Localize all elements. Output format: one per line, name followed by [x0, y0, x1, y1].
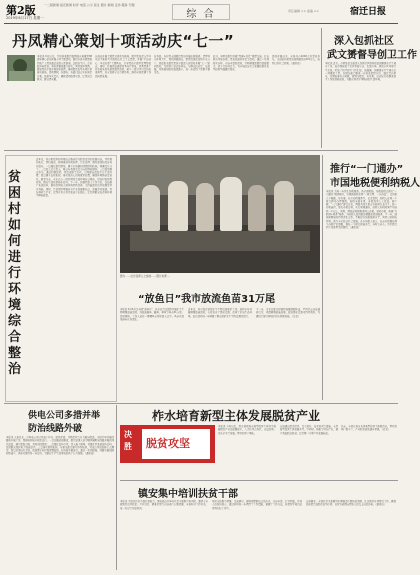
power-title-2: 防治线路外破 — [28, 424, 83, 434]
cadre-title: 镇安集中培训扶贫干部 — [138, 489, 238, 500]
poverty-badge — [120, 425, 215, 463]
masthead — [0, 0, 402, 24]
vertical-title-char: 合 — [8, 330, 22, 345]
section-rule-2 — [4, 403, 398, 404]
photo-caption: 图为……社会各界人士参加……图片来源 … — [120, 275, 171, 278]
tax-title-2: 市国地税便利纳税人 — [330, 178, 420, 189]
vertical-title-char: 治 — [8, 362, 22, 377]
lead-body-2: 该县以开展主题党日活动为载体，组织党员深入学习习近平新时代中国特色社会主义思想，开展“不忘初心、牢记使命”主题教育，引导党员干部坚定理想信念。同时，开展评选表彰优秀共产党员、优秀党务工作者和先进基层党组织活动，树立一批可学可比的先进典型，充分发挥示范引领作用，推动全县党建工作高质量发展。 — [95, 55, 151, 78]
vertical-title-char: 行 — [8, 266, 22, 281]
section-rule-3 — [120, 480, 398, 481]
green-body-2: 该县通过政策扶持、资金奖补、技术培训等措施，支持新型经营主体发展木耳、中药材、核桃等特色产业，建立利益联结机制，让贫困户分享产业发展收益。 — [280, 425, 338, 435]
group-photo — [120, 155, 320, 273]
power-title-1: 供电公司多措并举 — [28, 411, 101, 421]
right-top-title-1: 深入包抓社区 — [334, 36, 394, 47]
badge-small-1: 决 — [124, 430, 132, 439]
nav-strip: 一二版新闻·宿迁新闻 时评 电话·公示 民生 图片·新闻 走访·服务 专题 — [44, 3, 135, 7]
fish-body-3: 下一步，市农业部门将继续加强渔政执法，严厉打击非法捕捞行为，巩固增殖放流成果，促进渔业资源可持续利用，为建设美丽宜居城市作出积极贡献。（记者） — [256, 308, 320, 318]
vertical-title-char: 困 — [8, 186, 22, 201]
vertical-title-char: 进 — [8, 250, 22, 265]
badge-small-2: 胜 — [124, 442, 132, 451]
column-rule-top-right — [321, 28, 322, 148]
right-top-title-2: 武文赟督导创卫工作 — [327, 50, 417, 61]
lead-body-1: 本报讯 6月以来，丹凤县委组织部围绕庆祝建党98周年精心策划开展十项主题活动，组织全县各级党组织和广大党员通过重温入党誓词、过政治生日、走访慰问老党员、举办党课竞赛等形式，营造浓厚氛围，激发党员干部干事创业热情，推动脱贫攻坚各项任务落实落地。活动期间，各镇办、各部门结合实际制定方案，层层压实责任，确保活动取得实效，让党员受教育、群众得实惠。 — [37, 55, 92, 82]
green-title: 柞水培育新型主体发展脱贫产业 — [152, 409, 321, 423]
vertical-title-char: 整 — [8, 346, 22, 361]
tax-body: 本报讯 为进一步优化纳税服务，我市国税局、地税局联合推行“一门通办”服务模式，实现国地税业务“一窗受理、一次办结”，让纳税人少跑路、好办事。在市办税服务厅，记者看到，纳税人在同一个窗口即可办理国税、地税全部业务，办税效率大大提高。据了解，“一门通办”推行以来，两局共设立联合办税窗口若干个，统一办税流程，简化办税资料，实行同城通办，纳税人办税时间平均缩短一半以上。同时，两局还积极推进网上办税、移动办税，拓展“互联网+税务”服务，为纳税人提供更加便捷高效的服务。下一步，国地税两局将持续深化合作，不断提升纳税服务水平，营造良好税收环境，助力全市经济社会发展。许多纳税人表示，以前办税要在两个办税厅来回跑，现在一个窗口就能办完，省时又省心，真正感受到了改革带来的便利。（通讯员） — [326, 190, 397, 230]
section-title: 综 合 — [186, 9, 216, 20]
section-rule-1 — [4, 150, 398, 151]
masthead-rule — [4, 23, 398, 24]
tax-title-1: 推行“一门通办” — [330, 164, 404, 175]
lead-photo — [7, 55, 35, 81]
vertical-title-char: 如 — [8, 218, 22, 233]
fish-body-2: 近年来，我市高度重视水生生物资源养护工作，连续多年开展增殖放流活动，有效补充了渔业资源，改善了水域生态环境。此次活动进一步增强了群众保护水生生物资源的意识。 — [188, 308, 252, 318]
vertical-title-char: 村 — [8, 202, 22, 217]
editor-line: 责任编辑 ×× 美编 ×× — [288, 9, 319, 13]
vertical-title-char: 境 — [8, 298, 22, 313]
fish-title: “放鱼日”我市放流鱼苗31万尾 — [138, 294, 276, 305]
paper-name: 宿迁日报 — [350, 7, 387, 17]
lead-body-5: 活动开展以来，全县共有2000余名党员参与，走访慰问老党员和困难党员300余人，收到良好社会效果。（通讯员） — [272, 55, 320, 65]
column-rule-mid-right — [322, 155, 323, 400]
green-body-1: 本报讯 今年以来，柞水县把培育新型经营主体作为发展脱贫产业的重要抓手，大力扶持合作社、家庭农场、龙头企业等发展，带动贫困户增收。 — [218, 425, 276, 435]
right-top-body: 本报讯 近日，市领导武文赟深入包抓社区督导检查创建国家卫生城市工作。他详细察看了社区背街小巷、农贸市场、居民小区环境卫生状况，听取了社区创卫工作汇报。他强调，创建国家卫生城市是一项惠民工程，各级各部门要进一步提高思想认识，强化责任担当，对照标准补齐短板，做到全覆盖、无死角，以实际行动推进创卫工作取得新成效，为群众营造干净整洁的生活环境。 — [325, 62, 396, 82]
vertical-title — [8, 170, 24, 378]
lead-body-4: 此外，县里还组织开展“党建+扶贫”观摩交流、红色教育基地参观、党员先锋岗评比等活动，通过一系列形式多样、内容丰富的活动，不断增强党组织的凝聚力、战斗力和号召力，为全县经济社会发展和脱贫攻坚提供坚强组织保证。 — [213, 55, 269, 72]
vertical-title-char: 何 — [8, 234, 22, 249]
green-body-3: 目前，全县已培育各类新型经营主体数百家，带动贫困户数千户，产业脱贫成效逐步显现。（记者） — [341, 425, 397, 432]
date-line: 2019年6月17日 星期一 — [6, 16, 44, 20]
power-body: 本报讯 入夏以来，市供电公司针对施工作业、树线矛盾、异物搭挂等外力破坏隐患，多措并举开展线路防外破工作，保障电网安全稳定运行。一是加强巡视排查，组织运维人员对辖区输配电线路开展拉网式巡查，建立隐患台账，及时消除隐患；二是强化宣传引导，深入施工现场、村组社区发放宣传资料，提高群众保护电力设施意识；三是落实联防机制，与相关部门建立协作机制，对重点区段安排专人蹲守；四是运用技术手段，加装警示标识和视频监控，提升防外破能力。通过一系列措施，线路外破故障明显减少，供电可靠性进一步提升，为群众生产生活用电提供了有力保障。（通讯员） — [6, 436, 114, 456]
cadre-body-3: 该县要求，全体扶贫干部要切实增强责任感和使命感，扎实做好各项帮扶工作，确保高质量完成脱贫攻坚任务，以优异成绩向党和人民交上满意答卷。（通讯员） — [306, 500, 396, 507]
vertical-body: 近年来，我市把贫困村环境综合整治作为脱贫攻坚的重要内容，坚持规划先行、因村施策，统筹推进垃圾治理、污水处理、厕所革命和村容村貌提升。一是强化组织领导，建立市县镇村四级联动机制，明确责任分工；二是加大资金投入，整合各类涉农资金向贫困村倾斜；三是发动群众参与，通过村规民约、评比表彰等方式，引导群众改变不良生活习惯；四是建立长效机制，落实保洁人员和管护经费，确保环境整治常态化。截至目前，全市已有一批贫困村完成环境综合整治，村容村貌明显改善，群众生活质量稳步提升。下一步，将继续加大工作力度，总结推广先进经验，推动贫困村人居环境持续改善，为打赢脱贫攻坚战奠定坚实基础。同时，注重把环境整治与产业发展相结合，发展乡村旅游、特色种养等产业，让绿水青山真正变成金山银山，让贫困群众在改善环境中增收致富。 — [36, 158, 112, 198]
page-number: 第2版 — [6, 4, 36, 17]
fish-body-1: 本报讯 6月6日是全国“放鱼日”，我市在丹江组织开展水生生物增殖放流活动，共放流鲢鱼、鳙鱼、草鱼等鱼苗31万尾。活动现场，工作人员将一桶桶鱼苗缓缓放入江中，鱼苗欢快地游向水域深处。 — [120, 308, 184, 321]
cadre-body-1: 本报讯 为提升扶贫干部业务能力，镇安县近日举办扶贫干部集中培训班，邀请专家就脱贫攻坚政策、产业扶贫、精准识别等内容进行专题授课，全县驻村工作队员、第一书记等参加培训。 — [120, 500, 208, 510]
lead-title: 丹凤精心策划十项活动庆“七一” — [12, 32, 235, 50]
column-rule-bottom-left — [116, 405, 117, 570]
cadre-body-2: 培训采取集中授课、交流研讨、现场观摩相结合的方式，内容丰富、针对性强。参训人员纷纷表示，通过培训进一步理清了工作思路，掌握了工作方法，将把所学知识运用到实际工作中。 — [212, 500, 302, 510]
lead-body-3: 在基层，各村党支部组织党员开展志愿服务，清理村庄环境卫生，帮扶困难群众，把党的温暖送到千家万户。县直机关组织党员干部深入包联村开展“七一”慰问活动，为贫困户送去慰问品，与群众拉家常、话发展，共同谋划脱贫致富路子，进一步密切了党群干群关系。 — [154, 55, 210, 75]
vertical-title-char: 环 — [8, 282, 22, 297]
vertical-title-char: 贫 — [8, 170, 22, 185]
vertical-title-char: 综 — [8, 314, 22, 329]
badge-big: 脱贫攻坚 — [146, 437, 190, 450]
